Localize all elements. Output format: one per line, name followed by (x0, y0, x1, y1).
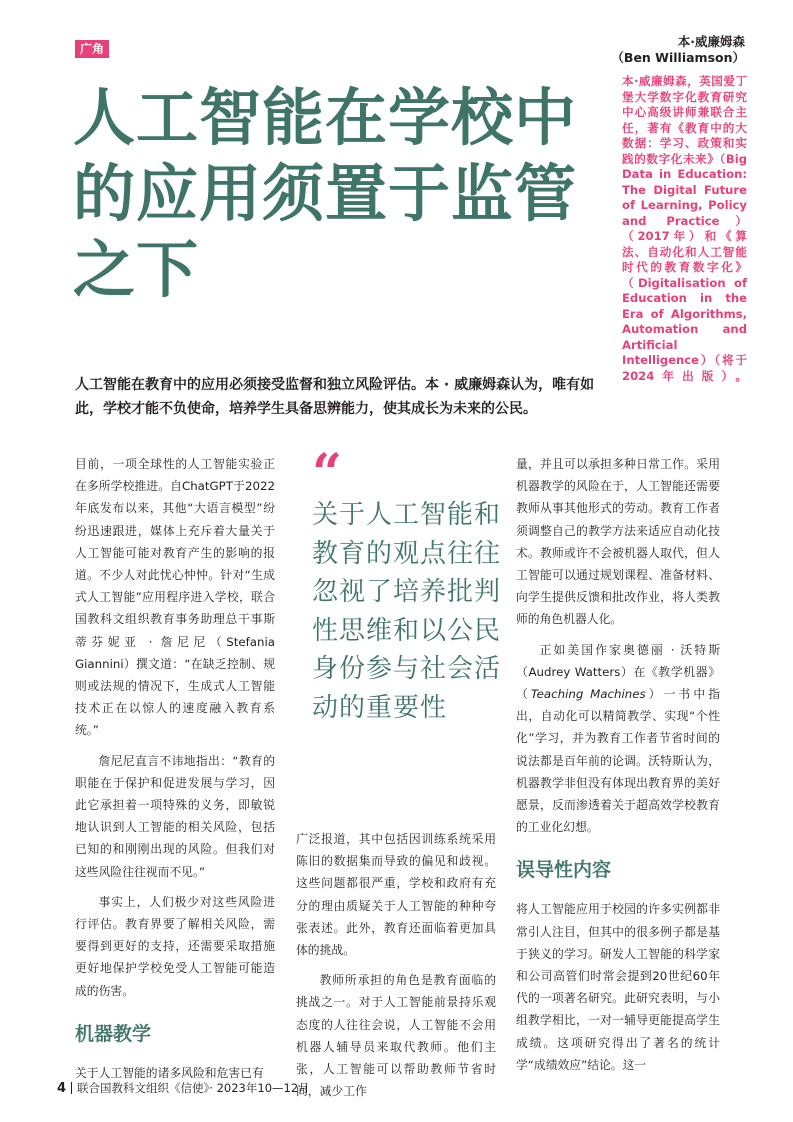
author-name-en: （Ben Williamson） (611, 50, 745, 65)
column-2 (296, 828, 496, 1110)
author-bio: 本·威廉姆森，英国爱丁堡大学数字化教育研究中心高级讲师兼联合主任，著有《教育中的大数据：学习、政策和实践的数字化未来》（Big Data in Education: The Digital Future of Learning, Policy and Practice）（2017年）和《算法、自动化和人工智能时代的教育数字化》（Digitalisation of Education in the Era of Algorithms, Automation and Artificial Intelligence）（将于2024年出版）。 (622, 74, 747, 383)
body-paragraph: 詹尼尼直言不讳地指出：“教育的职能在于保护和促进发展与学习，因此它承担着一项特殊的义务，即敏锐地认识到人工智能的相关风险，包括已知的和刚刚出现的风险。但我们对这些风险往往视而不见。” (75, 753, 275, 879)
lead-paragraph: 人工智能在教育中的应用必须接受监督和独立风险评估。本 · 威廉姆森认为，唯有如此，学校才能不负使命，培养学生具备思辨能力，使其成长为未来的公民。 (75, 377, 595, 417)
author-name-cn: 本·威廉姆森 (677, 34, 745, 49)
body-paragraph: 目前，一项全球性的人工智能实验正在多所学校推进。自ChatGPT于2022年底发布以来，其他“大语言模型”纷纷迅速跟进，媒体上充斥着大量关于人工智能可能对教育产生的影响的报道。不少人对此忧心忡忡。针对“生成式人工智能”应用程序进入学校，联合国教科文组织教育事务助理总干事斯蒂芬妮亚 · 詹尼尼（Stefania Giannini）撰文道：“在缺乏控制、规则或法规的情况下，生成式人工智能技术正在以惊人的速度融入教育系统。” (75, 457, 275, 738)
article-title: 人工智能在学校中的应用须置于监管之下 (73, 81, 578, 306)
column-1 (75, 453, 275, 1092)
body-paragraph: 关于人工智能的诸多风险和危害已有 (75, 1065, 264, 1080)
body-paragraph: 将人工智能应用于校园的许多实例都非常引人注目，但其中的很多例子都是基于狭义的学习。研发人工智能的科学家和公司高管们时常会提到20世纪60年代的一项著名研究。此研究表明，与小组教学相比，一对一辅导更能提高学生成绩。这项研究得出了著名的统计学“成绩效应”结论。这一 (516, 902, 720, 1072)
book-title-italic: Teaching Machines (530, 687, 646, 702)
pull-quote: 关于人工智能和教育的观点往往忽视了培养批判性思维和以公民身份参与社会活动的重要性 (312, 500, 502, 723)
section-heading-machine-teaching: 机器教学 (75, 1022, 152, 1045)
section-tag: 广角 (75, 40, 109, 58)
body-paragraph: 广泛报道，其中包括因训练系统采用陈旧的数据集而导致的偏见和歧视。这些问题都很严重，学校和政府有充分的理由质疑关于人工智能的种种夸张表述。此外，教育还面临着更加具体的挑战。 (296, 832, 496, 958)
body-paragraph: 教师所承担的角色是教育面临的挑战之一。对于人工智能前景持乐观态度的人往往会说，人工智能不会用机器人辅导员来取代教师。他们主张，人工智能可以帮助教师节省时间，减少工作 (296, 973, 496, 1099)
page-footer (57, 1080, 310, 1096)
body-paragraph (516, 639, 720, 839)
quote-mark-icon: “ (312, 443, 342, 504)
footer-source: 联合国教科文组织《信使》· 2023年10—12月 (77, 1081, 310, 1095)
author-name-block (611, 34, 745, 66)
section-heading-misleading-content: 误导性内容 (516, 859, 612, 882)
body-paragraph: 事实上，人们极少对这些风险进行评估。教育界要了解相关风险，需要得到更好的支持，还需要采取措施更好地保护学校免受人工智能可能造成的伤害。 (75, 894, 275, 998)
column-3 (516, 453, 720, 1084)
body-paragraph: 量，并且可以承担多种日常工作。采用机器教学的风险在于，人工智能还需要教师从事其他形式的劳动。教育工作者须调整自己的教学方法来适应自动化技术。教师或许不会被机器人取代，但人工智能可以通过规划课程、准备材料、向学生提供反馈和批改作业，将人类教师的角色机器人化。 (516, 457, 720, 627)
text-span: ）一书中指出，自动化可以精简教学、实现“个性化”学习，并为教育工作者节省时间的说法都是百年前的论调。沃特斯认为，机器教学非但没有体现出教育界的美好愿景，反而渗透着关于超高效学校教育的工业化幻想。 (516, 687, 720, 835)
page-number: 4 (57, 1081, 67, 1096)
text-span: 正如美国作家奥德丽 · 沃特斯（Audrey Watters）在《教学机器》（ (516, 642, 720, 702)
footer-divider (71, 1082, 72, 1094)
